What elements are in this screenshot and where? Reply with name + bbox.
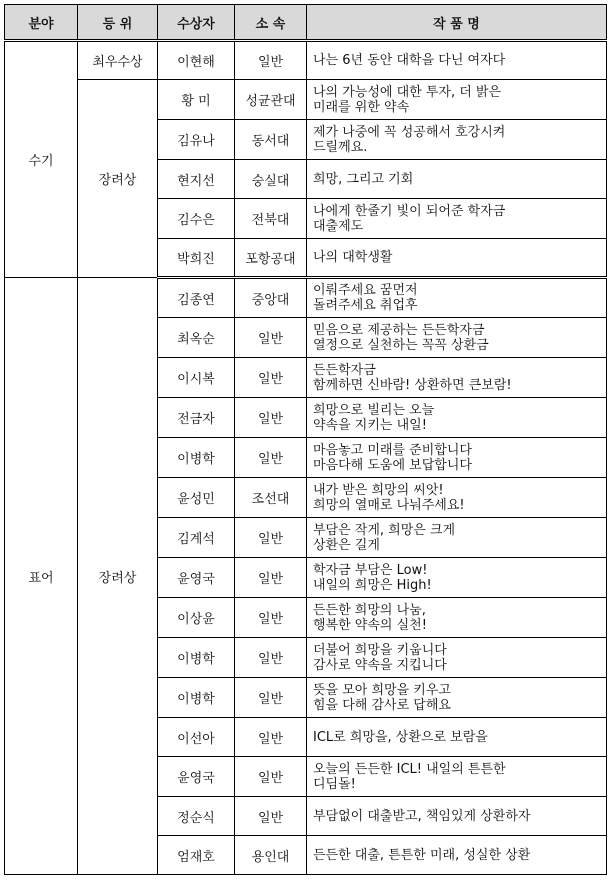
work-line: 힘을 다해 감사로 답해요 [313,697,451,713]
work-line: 든든한 대출, 튼튼한 미래, 성실한 상환 [313,847,531,863]
work-line: 약속을 지키는 내일! [313,417,427,433]
cell-work [307,80,607,120]
work-line: 뜻을 모아 희망을 키우고 [313,682,451,698]
cell-affiliation: 용인대 [235,836,307,875]
cell-winner: 엄재호 [158,836,235,875]
cell-work [307,239,607,278]
cell-rank: 장려상 [78,80,158,278]
work-line: ICL로 희망을, 상환으로 보람을 [313,729,488,745]
cell-affiliation: 일반 [235,318,307,358]
work-line: 미래를 위한 약속 [313,99,410,115]
cell-work [307,836,607,875]
work-line: 학자금 부담은 Low! [313,562,428,578]
cell-work [307,199,607,239]
cell-affiliation: 일반 [235,398,307,438]
cell-work [307,757,607,797]
cell-work [307,638,607,678]
cell-work [307,678,607,718]
cell-affiliation: 중앙대 [235,278,307,318]
work-line: 열정으로 실천하는 꼭꼭 상환금 [313,337,489,353]
cell-affiliation: 일반 [235,598,307,638]
cell-affiliation: 일반 [235,41,307,80]
work-line: 오늘의 든든한 ICL! 내일의 튼튼한 [313,761,506,777]
cell-work [307,598,607,638]
header-affiliation: 소 속 [235,5,307,41]
cell-affiliation: 전북대 [235,199,307,239]
cell-work [307,41,607,80]
cell-field: 수기 [5,41,78,278]
work-line: 나의 대학생활 [313,250,393,265]
table-body [5,41,607,875]
cell-work [307,718,607,757]
cell-affiliation: 포항공대 [235,239,307,278]
cell-winner: 김수은 [158,199,235,239]
cell-affiliation: 동서대 [235,120,307,160]
cell-affiliation: 일반 [235,518,307,558]
work-line: 나는 6년 동안 대학을 다닌 여자다 [313,53,506,68]
cell-work [307,438,607,478]
work-line: 감사로 약속을 지킵니다 [313,657,447,673]
cell-winner: 황 미 [158,80,235,120]
cell-work [307,358,607,398]
cell-winner: 이병학 [158,678,235,718]
cell-rank: 최우수상 [78,41,158,80]
cell-winner: 박희진 [158,239,235,278]
work-line: 부담없이 대출받고, 책임있게 상환하자 [313,808,531,824]
awards-table [4,4,607,875]
cell-affiliation: 조선대 [235,478,307,518]
work-line: 제가 나중에 꼭 성공해서 호강시켜 [313,124,506,140]
header-work: 작 품 명 [307,5,607,41]
cell-affiliation: 일반 [235,438,307,478]
cell-winner: 이현해 [158,41,235,80]
header-field: 분야 [5,5,78,41]
cell-rank: 장려상 [78,278,158,875]
work-line: 함께하면 신바람! 상환하면 큰보람! [313,377,512,393]
cell-winner: 현지선 [158,160,235,199]
cell-winner: 김종연 [158,278,235,318]
cell-winner: 정순식 [158,797,235,836]
cell-winner: 윤성민 [158,478,235,518]
cell-affiliation: 숭실대 [235,160,307,199]
cell-winner: 이시복 [158,358,235,398]
cell-winner: 김유나 [158,120,235,160]
cell-affiliation: 일반 [235,757,307,797]
header-winner: 수상자 [158,5,235,41]
work-line: 나에게 한줄기 빛이 되어준 학자금 [313,203,506,219]
cell-winner: 이병학 [158,638,235,678]
work-line: 더불어 희망을 키웁니다 [313,642,447,658]
cell-work [307,558,607,598]
table-row [5,278,607,318]
cell-affiliation: 일반 [235,718,307,757]
cell-affiliation: 성균관대 [235,80,307,120]
cell-winner: 윤영국 [158,558,235,598]
work-line: 희망의 열매로 나눠주세요! [313,497,465,513]
work-line: 내일의 희망은 High! [313,577,432,593]
work-line: 든든학자금 [313,362,376,378]
cell-work [307,318,607,358]
table-row [5,41,607,80]
work-line: 희망, 그리고 기회 [313,171,414,187]
work-line: 드릴께요. [313,139,368,155]
table-header [5,5,607,41]
cell-work [307,478,607,518]
work-line: 든든한 희망의 나눔, [313,602,426,618]
cell-work [307,518,607,558]
cell-winner: 이상윤 [158,598,235,638]
cell-winner: 김계석 [158,518,235,558]
table-row [5,80,607,120]
cell-winner: 윤영국 [158,757,235,797]
work-line: 믿음으로 제공하는 든든학자금 [313,322,485,338]
work-line: 마음놓고 미래를 준비합니다 [313,442,472,458]
cell-affiliation: 일반 [235,678,307,718]
cell-work [307,398,607,438]
cell-winner: 이병학 [158,438,235,478]
header-rank: 등 위 [78,5,158,41]
work-line: 이뤄주세요 꿈먼저 [313,283,418,298]
cell-winner: 이선아 [158,718,235,757]
work-line: 상환은 길게 [313,537,380,553]
cell-affiliation: 일반 [235,638,307,678]
cell-work [307,278,607,318]
cell-work [307,120,607,160]
work-line: 대출제도 [313,218,364,234]
cell-work [307,797,607,836]
work-line: 부담은 작게, 희망은 크게 [313,522,456,538]
work-line: 행복한 약속의 실천! [313,617,427,633]
cell-field: 표어 [5,278,78,875]
work-line: 돌려주세요 취업후 [313,298,418,313]
cell-affiliation: 일반 [235,558,307,598]
cell-winner: 최옥순 [158,318,235,358]
work-line: 마음다해 도움에 보답합니다 [313,457,472,473]
cell-affiliation: 일반 [235,797,307,836]
cell-affiliation: 일반 [235,358,307,398]
cell-winner: 전금자 [158,398,235,438]
work-line: 나의 가능성에 대한 투자, 더 밝은 [313,84,502,100]
work-line: 내가 받은 희망의 씨앗! [313,482,444,498]
cell-work [307,160,607,199]
work-line: 디딤돌! [313,776,356,792]
work-line: 희망으로 빌리는 오늘 [313,402,435,418]
